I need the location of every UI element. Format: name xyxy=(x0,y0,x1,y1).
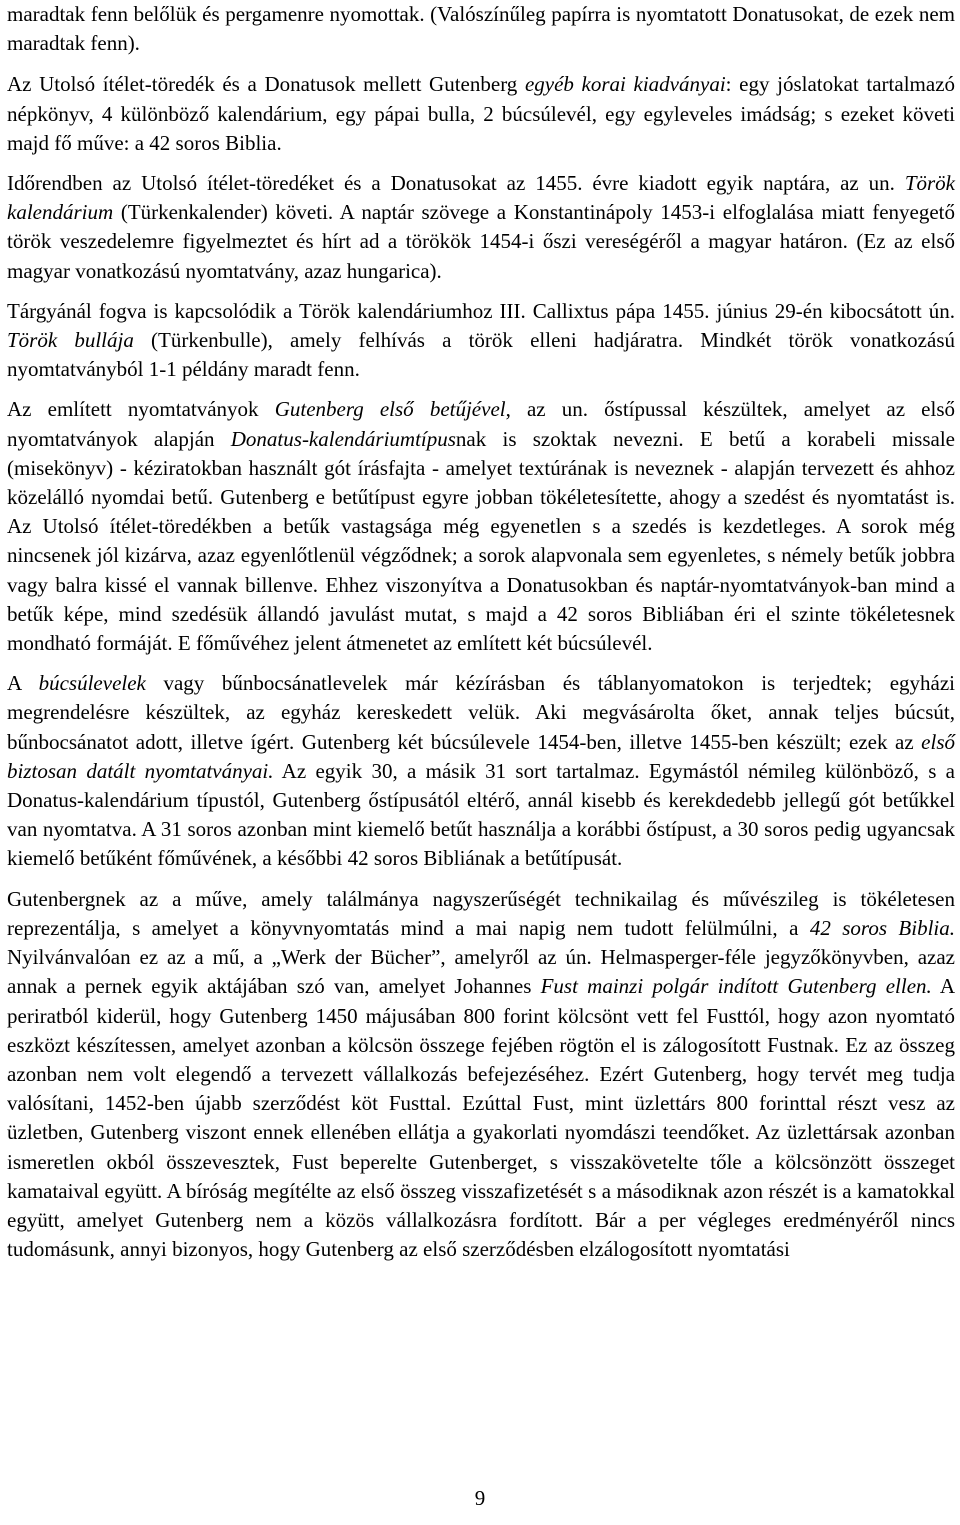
text-span: vagy bűnbocsánatlevelek már kézírásban és táblanyomatokon is terjedtek; egyházi megrendelésre készültek, az egyház kereskedett velük. Aki megvásárolta őket, annak teljes búcsút, bűnbocsánatot adott, illetve ígért. Gutenberg két búcsúlevele 1454-ben, illetve 1455-ben készült; ezek az xyxy=(7,671,955,754)
document-body xyxy=(7,0,955,1275)
text-span: Nyilvánvalóan ez az a mű, a „Werk der Bücher”, amelyről az ún. Helmasperger-féle jegyzőkönyvben, azaz annak a pernek egyik aktájában szó van, amelyet Johannes xyxy=(7,945,955,999)
text-span: Gutenbergnek az a műve, amely találmánya nagyszerűségét technikailag és művészileg is tökéletesen reprezentálja, s amelyet a könyvnyomtatás mind a mai napig nem tudott felülmúlni, a xyxy=(7,886,955,940)
italic-text: első biztosan datált nyomtatványai. xyxy=(7,729,955,783)
text-span: A periratból kiderül, hogy Gutenberg 1450 májusában 800 forint kölcsönt vett fel Fusttól, hogy azon nyomtató eszközt készítessen, amelyet azonban a kölcsön összege fejében rögtön el is zálogosított Fustnak. Ez az összeg azonban nem volt elegendő a tervezett vállalkozás befejezéséhez. Ezért Gutenberg, hogy tervét meg tudja valósítani, 1452-ben újabb szerződést köt Fusttal. Ezúttal Fust, mint üzlettárs 800 forinttal részt vesz az üzletben, Gutenberg viszont ennek ellenében ellátja a gyakorlati nyomdászi teendőket. Az üzlettársak azonban ismeretlen okból összevesztek, Fust beperelte Gutenberget, s visszakövetelte tőle a kölcsönzött összeget kamataival együtt. A bíróság megítélte az első összeg visszafizetését s a másodiknak azon részét is a kamatokkal együtt, amelyet Gutenberg nem a közös vállalkozásra fordított. Bár a per végleges eredményéről nincs tudomásunk, annyi bizonyos, hogy Gutenberg az első szerződésben elzálogosított nyomtatási xyxy=(7,974,955,1262)
text-span: Az egyik 30, a másik 31 sort tartalmaz. Egymástól némileg különböző, s a Donatus-kalendárium típustól, Gutenberg őstípusától eltérő, annál kisebb és kerekdedebb jellegű gót betűkkel van nyomtatva. A 31 soros azonban mint kiemelő betűt használja a korábbi őstípust, a 30 soros pedig ugyancsak kiemelő betűként főművének, a későbbi 42 soros Bibliának a betűtípusát. xyxy=(7,758,956,871)
italic-text: egyéb korai kiadványai xyxy=(524,72,726,97)
italic-text: 42 soros Biblia. xyxy=(809,915,955,940)
text-span: Időrendben az Utolsó ítélet-töredéket és a Donatusokat az 1455. évre kiadott egyik naptára, az un. xyxy=(7,171,905,196)
text-span: Tárgyánál fogva is kapcsolódik a Török kalendáriumhoz III. Callixtus pápa 1455. június 29-én kibocsátott ún. xyxy=(7,298,955,323)
paragraph xyxy=(7,885,955,1265)
paragraph xyxy=(7,70,955,158)
italic-text: búcsúlevelek xyxy=(38,671,146,696)
italic-text: Donatus-kalendáriumtípus xyxy=(230,426,456,451)
italic-text: Fust mainzi polgár indított Gutenberg ellen. xyxy=(540,974,932,999)
paragraph xyxy=(7,0,955,58)
text-span: maradtak fenn belőlük és pergamenre nyomottak. (Valószínűleg papírra is nyomtatott Donatusokat, de ezek nem maradtak fenn). xyxy=(7,2,955,56)
text-span: A xyxy=(7,671,39,696)
text-span: (Türkenkalender) követi. A naptár szövege a Konstantinápoly 1453-i elfoglalása miatt fenyegető török veszedelemre figyelmeztet és hírt ad a törökök 1454-i őszi vereségéről a magyar határon. (Ez az első magyar vonatkozású nyomtatvány, azaz hungarica). xyxy=(7,200,955,283)
italic-text: Török bullája xyxy=(7,328,134,353)
paragraph xyxy=(7,169,955,286)
italic-text: Török kalendárium xyxy=(7,171,955,225)
text-span: Az Utolsó ítélet-töredék és a Donatusok mellett Gutenberg xyxy=(7,72,525,97)
text-span: Az említett nyomtatványok xyxy=(7,397,275,422)
text-span: nak is szoktak nevezni. E betű a korabeli missale (misekönyv) - kéziratokban használt gót írásfajta - amelyet textúrának is neveznek - alapján tervezett és ahhoz közelálló nyomdai betű. Gutenberg e betűtípust egyre jobban tökéletesítette, ahogy a szedést és nyomtatást is. Az Utolsó ítélet-töredékben a betűk vastagsága még egyenetlen s a szedés is kezdetleges. A sorok még nincsenek jól kizárva, azaz egyenlőtlenül végződnek; a sorok alapvonala sem egyenletes, s némely betűk jobbra vagy balra kissé el vannak billenve. Ehhez viszonyítva a Donatusokban és naptár-nyomtatványok-ban mind a betűk képe, mind szedésük állandó javulást mutat, s majd a 42 soros Bibliában éri el szinte tökéletesnek mondható formáját. E főművéhez jelent átmenetet az említett két búcsúlevél. xyxy=(7,426,955,656)
text-span: (Türkenbulle), amely felhívás a török elleni hadjáratra. Mindkét török vonatkozású nyomtatványból 1-1 példány maradt fenn. xyxy=(7,328,955,382)
italic-text: Gutenberg első betűjével xyxy=(274,397,506,422)
text-span: : egy jóslatokat tartalmazó népkönyv, 4 különböző kalendárium, egy pápai bulla, 2 búcsúlevél, egy egyleveles imádság; s ezeket követi majd fő műve: a 42 soros Biblia. xyxy=(7,72,956,155)
paragraph xyxy=(7,297,955,385)
page-number: 9 xyxy=(474,1486,486,1510)
paragraph xyxy=(7,669,955,873)
text-span: , az un. őstípussal készültek, amelyet az első nyomtatványok alapján xyxy=(7,397,956,451)
paragraph xyxy=(7,395,955,658)
